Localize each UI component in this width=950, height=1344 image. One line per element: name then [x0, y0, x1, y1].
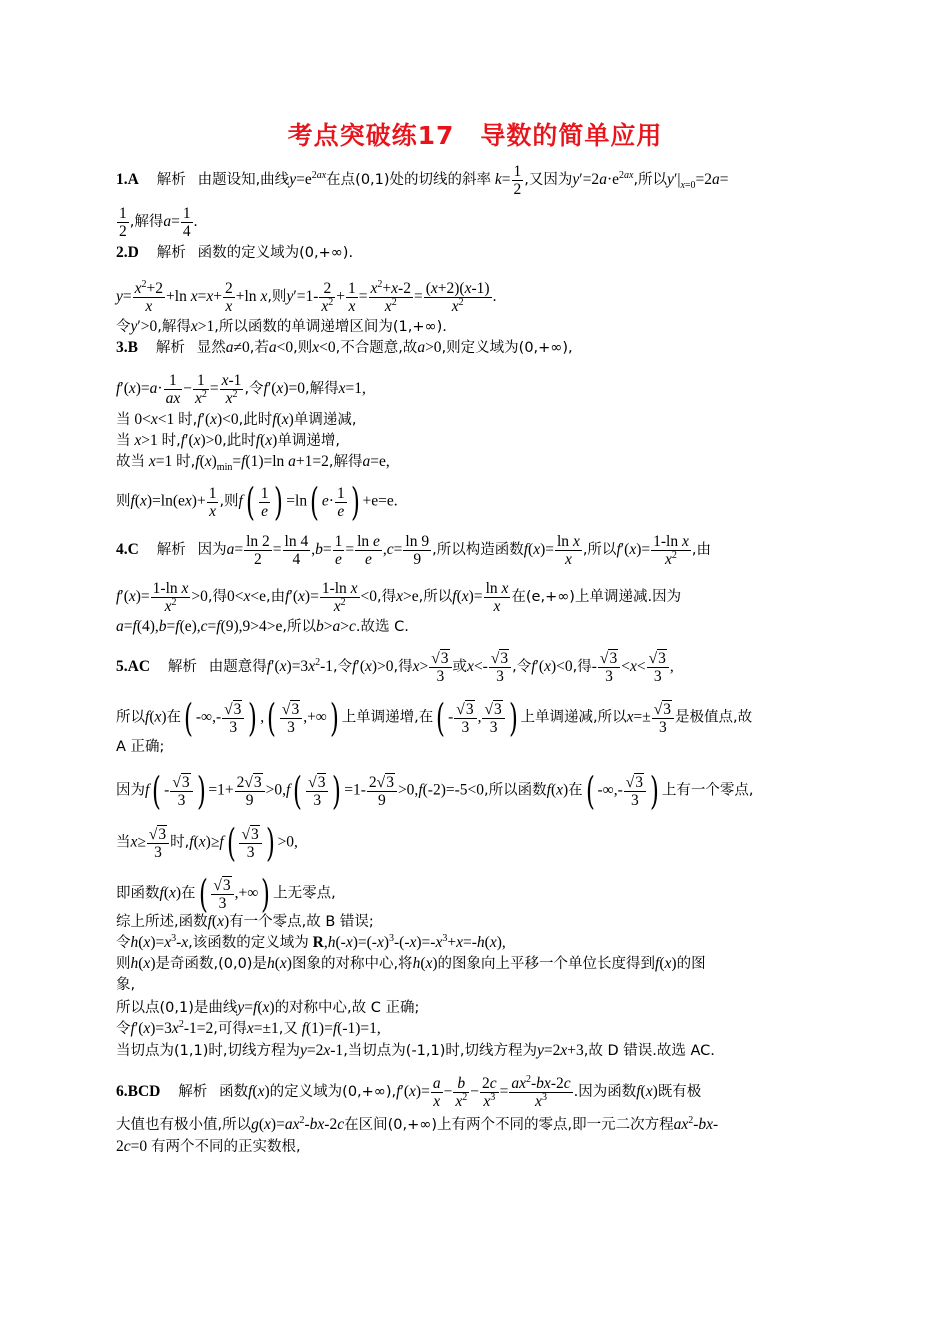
q4-number: 4.C — [116, 541, 139, 559]
q5-line-13: 当切点为(1,1)时,切线方程为y=2x-1,当切点为(-1,1)时,切线方程为y=2x+3,故 D 错误.故选 AC. — [116, 1042, 715, 1059]
q5-line-12: 令$f'(x)=3x^2-1=2$,可得x=±1,又 f(1)=f(-1)=1, — [116, 1018, 381, 1037]
q5-line-2: 所以f(x)在( -∞,- $\frac{√3}{3}$ ) ,( $\frac{√3}{3}$ ,+∞) 上单调递增,在( - $\frac{√3}{3}$ , $\frac{√3}{3}$ ) 上单调递减,所以x=± $\frac{√3}{3}$ 是极值点,故 — [116, 696, 753, 740]
q5-line-5: 当x≥ $\frac{√3}{3}$ 时,f(x)≥f( $\frac{√3}{3}$ ) >0, — [116, 821, 298, 865]
q6-line-3: 2c=0 有两个不同的正实数根, — [116, 1138, 301, 1155]
q3-line-6: 则f(x)=ln(ex)+ $\frac{1}{x}$ ,则f( $\frac{1}{e}$ ) =ln( e· $\frac{1}{e}$ ) +e=e. — [116, 480, 398, 524]
q6-number: 6.BCD — [116, 1083, 161, 1101]
q5-number: 5.AC — [116, 658, 151, 676]
q4-line-1: 4.C 解析 因为a= $\frac{\ln 2}{2}$ = $\frac{\ln 4}{4}$ ,b= $\frac{1}{e}$ = $\frac{\text{ln e}}{e}$ ,c= $\frac{\ln 9}{9}$ ,所以构造函数f(x)= $\frac{\text{ln x}}{x}$ ,所以f′(x)= $\frac{\text{1-ln x}}{x^2}$ ,由 — [116, 533, 711, 568]
q6-line-2: 大值也有极小值,所以$g(x)=ax^2-bx-2c$在区间(0,+∞)上有两个不同的零点,即一元二次方程$ax^2-bx-$ — [116, 1114, 719, 1133]
q3-line-5: 故当 x=1 时$,f(x)_{min}=f(1)=\ln$ a+1=2,解得a=e, — [116, 453, 390, 474]
q5-line-4: 因为f( - $\frac{√3}{3}$ ) =1+ $\frac{2√3}{9}$ >0,f( $\frac{√3}{3}$ ) =1- $\frac{2√3}{9}$ >0,f(-2)=-5<0,所以函数f(x)在( -∞,- $\frac{√3}{3}$ ) 上有一个零点, — [116, 769, 754, 813]
q3-line-3: 当 0<x<1 时,f′(x)<0,此时f(x)单调递减, — [116, 411, 357, 428]
q4-line-2: f′(x)= $\frac{\text{1-ln x}}{x^2}$ >0,得0<x<e,由f′(x)= $\frac{\text{1-ln x}}{x^2}$ <0,得x>e,所以f(x)= $\frac{\text{ln x}}{x}$ 在(e,+∞)上单调递减.因为 — [116, 580, 682, 615]
q3-line-1: 3.B 解析 显然a≠0,若a<0,则x<0,不合题意,故a>0,则定义域为(0,+∞), — [116, 339, 573, 356]
q2-line-2: y= $\frac{x^2+2}{x}$ +ln x=x+ $\frac{2}{x}$ +ln x,则y′=1- $\frac{2}{x^2}$ + $\frac{1}{x}$ = $\frac{x^2+x-2}{x^2}$ = $\frac{(x+2)(x-1)}{x^2}$ . — [116, 278, 497, 315]
q1-number: 1.A — [116, 171, 139, 189]
q5-line-9: 则h(x)是奇函数,(0,0)是h(x)图象的对称中心,将h(x)的图象向上平移一个单位长度得到f(x)的图 — [116, 955, 706, 972]
q3-line-2: f′(x)=a· $\frac{1}{ax}$ − $\frac{1}{x^2}$ = $\frac{x-1}{x^2}$ ,令f′(x)=0,解得x=1, — [116, 372, 366, 407]
q1-line-2: $\frac{1}{2}$ ,解得a= $\frac{1}{4}$ . — [119, 205, 198, 240]
q5-line-1: 5.AC 解析 由题意得$f'(x)=3x^2-1$,令f′(x)>0,得x> $\frac{√3}{3}$ 或x<- $\frac{√3}{3}$ ,令f′(x)<0,得- $\frac{√3}{3}$ <x< $\frac{√3}{3}$ , — [116, 650, 674, 685]
q5-line-6: 即函数f(x)在( $\frac{√3}{3}$ ,+∞) 上无零点, — [116, 872, 336, 916]
q1-analysis-label: 解析 — [156, 172, 186, 189]
q5-line-7: 综上所述,函数f(x)有一个零点,故 B 错误; — [116, 913, 374, 930]
q5-line-10: 象, — [116, 977, 136, 993]
q3-line-4: 当 x>1 时,f′(x)>0,此时f(x)单调递增, — [116, 432, 340, 449]
q5-line-8: 令$h(x)=x^3-x$,该函数的定义域为 $R,h(-x)=(-x)^3-(-x)=-x^3+x=-h(x)$, — [116, 932, 506, 951]
q6-line-1: 6.BCD 解析 函数f(x)的定义域为(0,+∞),f′(x)= $\frac{a}{x}$ − $\frac{b}{x^2}$ − $\frac{2c}{x^3}$ = $\frac{ax^2-bx-2c}{x^3}$ .因为函数f(x)既有极 — [116, 1073, 702, 1110]
page-title: 考点突破练17 导数的简单应用 — [287, 121, 663, 150]
q2-number: 2.D — [116, 244, 139, 261]
q5-line-3: A 正确; — [116, 739, 165, 755]
q4-line-3: a=f(4),b=f(e),c=f(9),9>4>e,所以b>a>c.故选 C. — [116, 618, 409, 635]
q2-line-1: 2.D 解析 函数的定义域为(0,+∞). — [116, 244, 354, 261]
q3-number: 3.B — [116, 339, 138, 356]
q2-line-3: 令y′>0,解得x>1,所以函数的单调递增区间为(1,+∞). — [116, 318, 447, 335]
q1-line-1: 1.A 解析 由题设知,曲线$y=e^{2ax}$在点(0,1)处的切线的斜率 k= $\frac{1}{2}$ ,又因为$y'=2a\cdot e^{2ax}$,所以$y'|_{x=0}=2a=$ — [116, 163, 729, 198]
q5-line-11: 所以点(0,1)是曲线y=f(x)的对称中心,故 C 正确; — [116, 999, 420, 1016]
